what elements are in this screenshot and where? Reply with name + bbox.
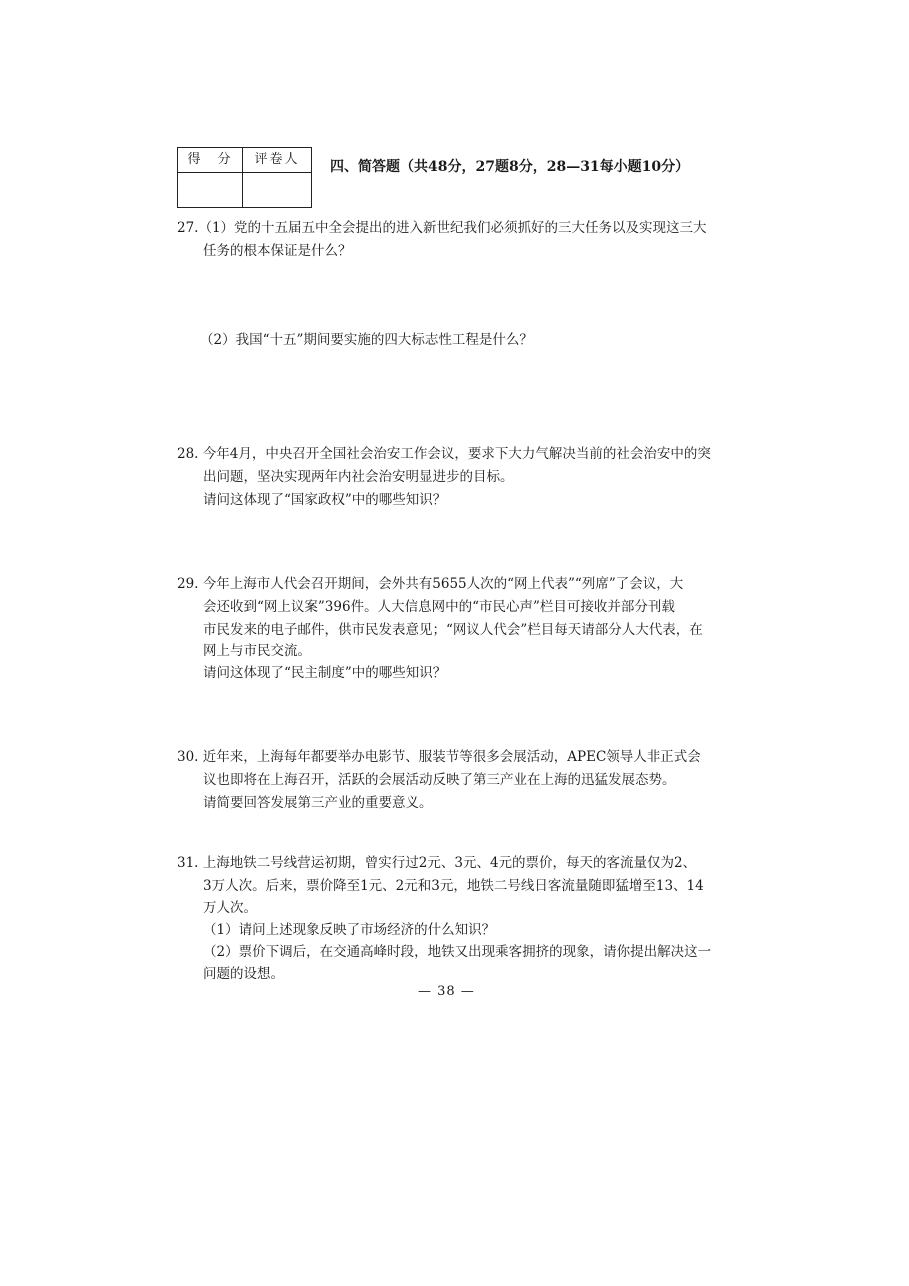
q29-line-2: 会还收到“网上议案”396件。人大信息网中的“市民心声”栏目可接收并部分刊载 xyxy=(203,599,675,615)
q29-line-3: 市民发来的电子邮件，供市民发表意见；“网议人代会”栏目每天请部分人大代表，在 xyxy=(203,622,703,638)
q30-line-1: 30. 近年来，上海每年都要举办电影节、服装节等很多会展活动，APEC领导人非正式会 xyxy=(177,749,701,765)
q31-sub-2-line-1: （2）票价下调后，在交通高峰时段，地铁又出现乘客拥挤的现象，请你提出解决这一 xyxy=(203,944,712,960)
score-table xyxy=(177,147,312,208)
q29-line-1: 29. 今年上海市人代会召开期间，会外共有5655人次的“网上代表”“列席”了会议，大 xyxy=(177,576,684,592)
q31-sub-2-line-2: 问题的设想。 xyxy=(203,966,284,982)
grader-cell xyxy=(243,173,311,207)
section-title: 四、简答题（共48分，27题8分，28—31每小题10分） xyxy=(330,159,690,175)
score-cell xyxy=(178,173,241,207)
q29-line-5: 请问这体现了“民主制度”中的哪些知识？ xyxy=(203,665,447,681)
q27-line-1: 27.（1）党的十五届五中全会提出的进入新世纪我们必须抓好的三大任务以及实现这三大 xyxy=(177,220,707,236)
page-number: — 38 — xyxy=(418,984,475,999)
q27-sub-2: （2）我国“十五”期间要实施的四大标志性工程是什么？ xyxy=(200,332,533,348)
q30-line-2: 议也即将在上海召开，活跃的会展活动反映了第三产业在上海的迅猛发展态势。 xyxy=(203,772,676,788)
q31-sub-1: （1）请问上述现象反映了市场经济的什么知识？ xyxy=(203,922,496,938)
q29-line-4: 网上与市民交流。 xyxy=(203,643,311,659)
q28-line-2: 出问题，坚决实现两年内社会治安明显进步的目标。 xyxy=(203,469,514,485)
q30-line-3: 请简要回答发展第三产业的重要意义。 xyxy=(203,795,433,811)
q27-line-2: 任务的根本保证是什么？ xyxy=(203,243,352,259)
q28-line-1: 28. 今年4月，中央召开全国社会治安工作会议，要求下大力气解决当前的社会治安中的突 xyxy=(177,446,711,462)
q28-line-3: 请问这体现了“国家政权”中的哪些知识？ xyxy=(203,492,447,508)
q31-line-1: 31. 上海地铁二号线营运初期，曾实行过2元、3元、4元的票价，每天的客流量仅为2、 xyxy=(177,855,697,871)
score-header: 得 分 xyxy=(187,152,233,167)
grader-header: 评卷人 xyxy=(254,152,300,167)
q31-line-2: 3万人次。后来，票价降至1元、2元和3元，地铁二号线日客流量随即猛增至13、14 xyxy=(203,878,704,894)
q31-line-3: 万人次。 xyxy=(203,900,257,916)
